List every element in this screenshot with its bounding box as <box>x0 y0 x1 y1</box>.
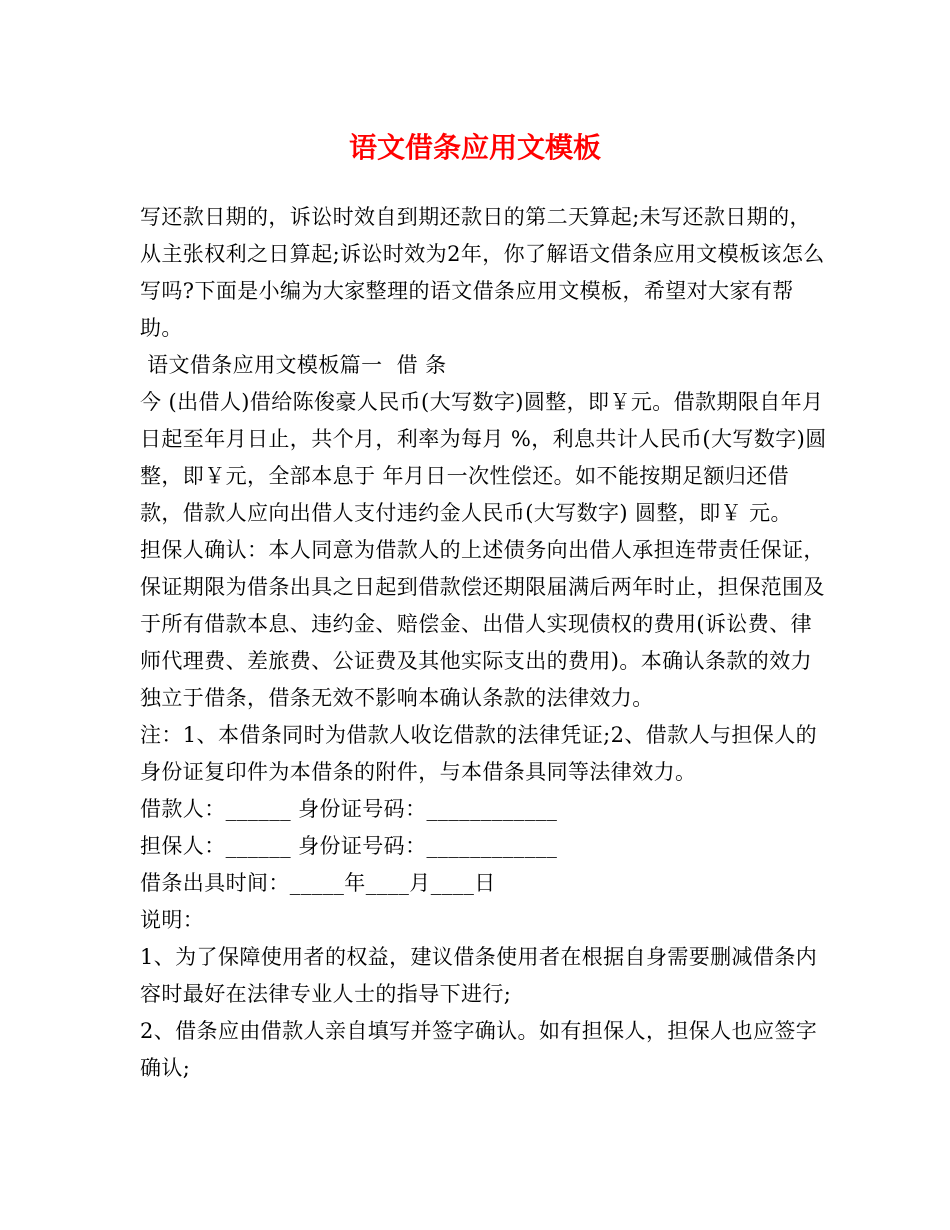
borrower-signature-line: 借款人：______ 身份证号码：____________ <box>140 797 558 821</box>
intro-paragraph: 写还款日期的，诉讼时效自到期还款日的第二天算起;未写还款日期的，从主张权利之日算起;诉讼时效为2年，你了解语文借条应用文模板该怎么写吗?下面是小编为大家整理的语文借条应用文模板，希望对大家有帮助。 <box>140 205 825 340</box>
issue-date-line: 借条出具时间：_____年____月____日 <box>140 871 496 895</box>
note-paragraph: 注：1、本借条同时为借款人收讫借款的法律凭证;2、借款人与担保人的身份证复印件为本借条的附件，与本借条具同等法律效力。 <box>140 723 817 784</box>
guarantor-signature-line: 担保人：______ 身份证号码：____________ <box>140 834 558 858</box>
document-title: 语文借条应用文模板 <box>348 131 601 164</box>
document-body <box>140 199 828 1087</box>
guarantor-confirmation-paragraph: 担保人确认：本人同意为借款人的上述债务向出借人承担连带责任保证，保证期限为借条出具之日起到借款偿还期限届满后两年时止，担保范围及于所有借款本息、违约金、赔偿金、出借人实现债权的费用(诉讼费、律师代理费、差旅费、公证费及其他实际支出的费用)。本确认条款的效力独立于借条，借条无效不影响本确认条款的法律效力。 <box>140 538 825 710</box>
section-heading: 语文借条应用文模板篇一 借 条 <box>140 353 447 377</box>
explanation-item-2: 2、借条应由借款人亲自填写并签字确认。如有担保人，担保人也应签字确认; <box>140 1019 818 1080</box>
explanation-heading: 说明： <box>140 908 205 932</box>
loan-terms-paragraph: 今 (出借人)借给陈俊豪人民币(大写数字)圆整，即￥元。借款期限自年月日起至年月日止，共个月，利率为每月 %，利息共计人民币(大写数字)圆整，即￥元，全部本息于 年月日一次性偿还。如不能按期足额归还借款，借款人应向出借人支付违约金人民币(大写数字) 圆整，即￥ 元。 <box>140 390 827 525</box>
explanation-item-1: 1、为了保障使用者的权益，建议借条使用者在根据自身需要删减借条内容时最好在法律专业人士的指导下进行; <box>140 945 818 1006</box>
